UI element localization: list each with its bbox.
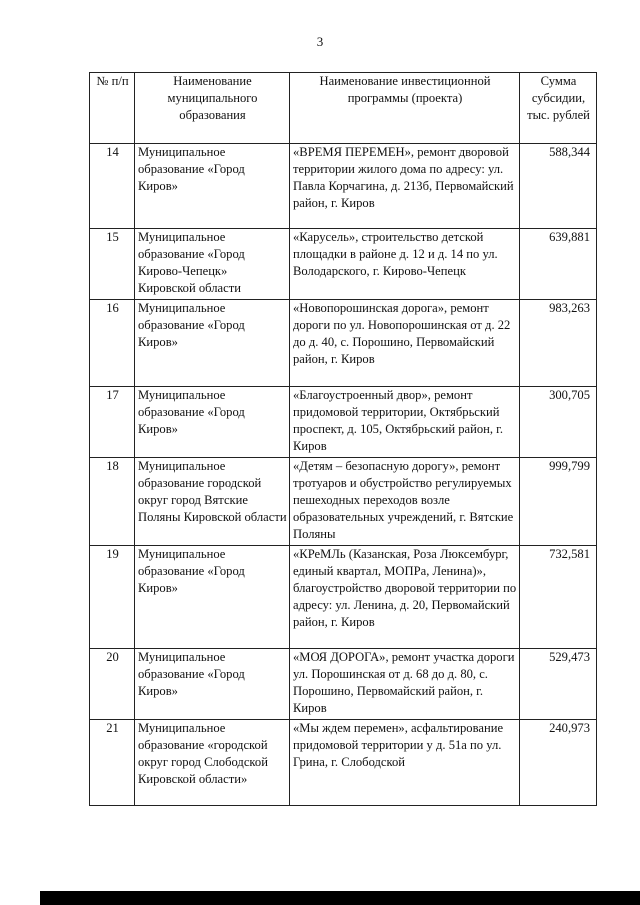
program-cell: «Благоустроенный двор», ремонт придомовой территории, Октябрьский проспект, д. 105, Октябрьский район, г. Киров — [290, 387, 520, 458]
subsidy-amount-cell: 300,705 — [520, 387, 597, 458]
program-cell: «ВРЕМЯ ПЕРЕМЕН», ремонт дворовой территории жилого дома по адресу: ул. Павла Корчагина, д. 213б, Первомайский район, г. Киров — [290, 144, 520, 229]
table-row — [90, 546, 597, 649]
page-number: 3 — [316, 34, 324, 49]
subsidy-amount-cell: 983,263 — [520, 300, 597, 387]
scan-edge-bar — [40, 891, 640, 905]
municipality-cell: Муниципальное образование «городской округ город Слободской Кировской области» — [135, 720, 290, 806]
table-header-row — [90, 73, 597, 144]
municipality-cell: Муниципальное образование городской округ город Вятские Поляны Кировской области — [135, 458, 290, 546]
row-number: 15 — [90, 229, 135, 300]
table-row — [90, 387, 597, 458]
municipality-cell: Муниципальное образование «Город Кирово-Чепецк» Кировской области — [135, 229, 290, 300]
table-row — [90, 229, 597, 300]
subsidy-amount-cell: 999,799 — [520, 458, 597, 546]
program-cell: «КРеМЛь (Казанская, Роза Люксембург, единый квартал, МОПРа, Ленина)», благоустройство дворовой территории по адресу: ул. Ленина, д. 20, Первомайский район, г. Киров — [290, 546, 520, 649]
municipality-cell: Муниципальное образование «Город Киров» — [135, 144, 290, 229]
header-municipality: Наименование муниципального образования — [135, 73, 290, 144]
header-program: Наименование инвестиционной программы (проекта) — [290, 73, 520, 144]
subsidy-amount-cell: 588,344 — [520, 144, 597, 229]
table-row — [90, 458, 597, 546]
row-number: 19 — [90, 546, 135, 649]
row-number: 18 — [90, 458, 135, 546]
program-cell: «Мы ждем перемен», асфальтирование придомовой территории у д. 51а по ул. Грина, г. Слободской — [290, 720, 520, 806]
table-row — [90, 720, 597, 806]
program-cell: «Детям – безопасную дорогу», ремонт тротуаров и обустройство регулируемых пешеходных переходов возле образовательных учреждений, г. Вятские Поляны — [290, 458, 520, 546]
table-row — [90, 649, 597, 720]
table-row — [90, 144, 597, 229]
row-number: 14 — [90, 144, 135, 229]
program-cell: «МОЯ ДОРОГА», ремонт участка дороги ул. Порошинская от д. 68 до д. 80, с. Порошино, Первомайский район, г. Киров — [290, 649, 520, 720]
row-number: 20 — [90, 649, 135, 720]
header-num: № п/п — [90, 73, 135, 144]
subsidy-table — [89, 72, 597, 806]
municipality-cell: Муниципальное образование «Город Киров» — [135, 649, 290, 720]
municipality-cell: Муниципальное образование «Город Киров» — [135, 300, 290, 387]
row-number: 17 — [90, 387, 135, 458]
row-number: 16 — [90, 300, 135, 387]
program-cell: «Новопорошинская дорога», ремонт дороги по ул. Новопорошинская от д. 22 до д. 40, с. Порошино, Первомайский район, г. Киров — [290, 300, 520, 387]
header-sum: Сумма субсидии, тыс. рублей — [520, 73, 597, 144]
program-cell: «Карусель», строительство детской площадки в районе д. 12 и д. 14 по ул. Володарского, г. Кирово-Чепецк — [290, 229, 520, 300]
subsidy-amount-cell: 529,473 — [520, 649, 597, 720]
municipality-cell: Муниципальное образование «Город Киров» — [135, 387, 290, 458]
municipality-cell: Муниципальное образование «Город Киров» — [135, 546, 290, 649]
table-row — [90, 300, 597, 387]
row-number: 21 — [90, 720, 135, 806]
subsidy-amount-cell: 240,973 — [520, 720, 597, 806]
subsidy-amount-cell: 732,581 — [520, 546, 597, 649]
subsidy-amount-cell: 639,881 — [520, 229, 597, 300]
